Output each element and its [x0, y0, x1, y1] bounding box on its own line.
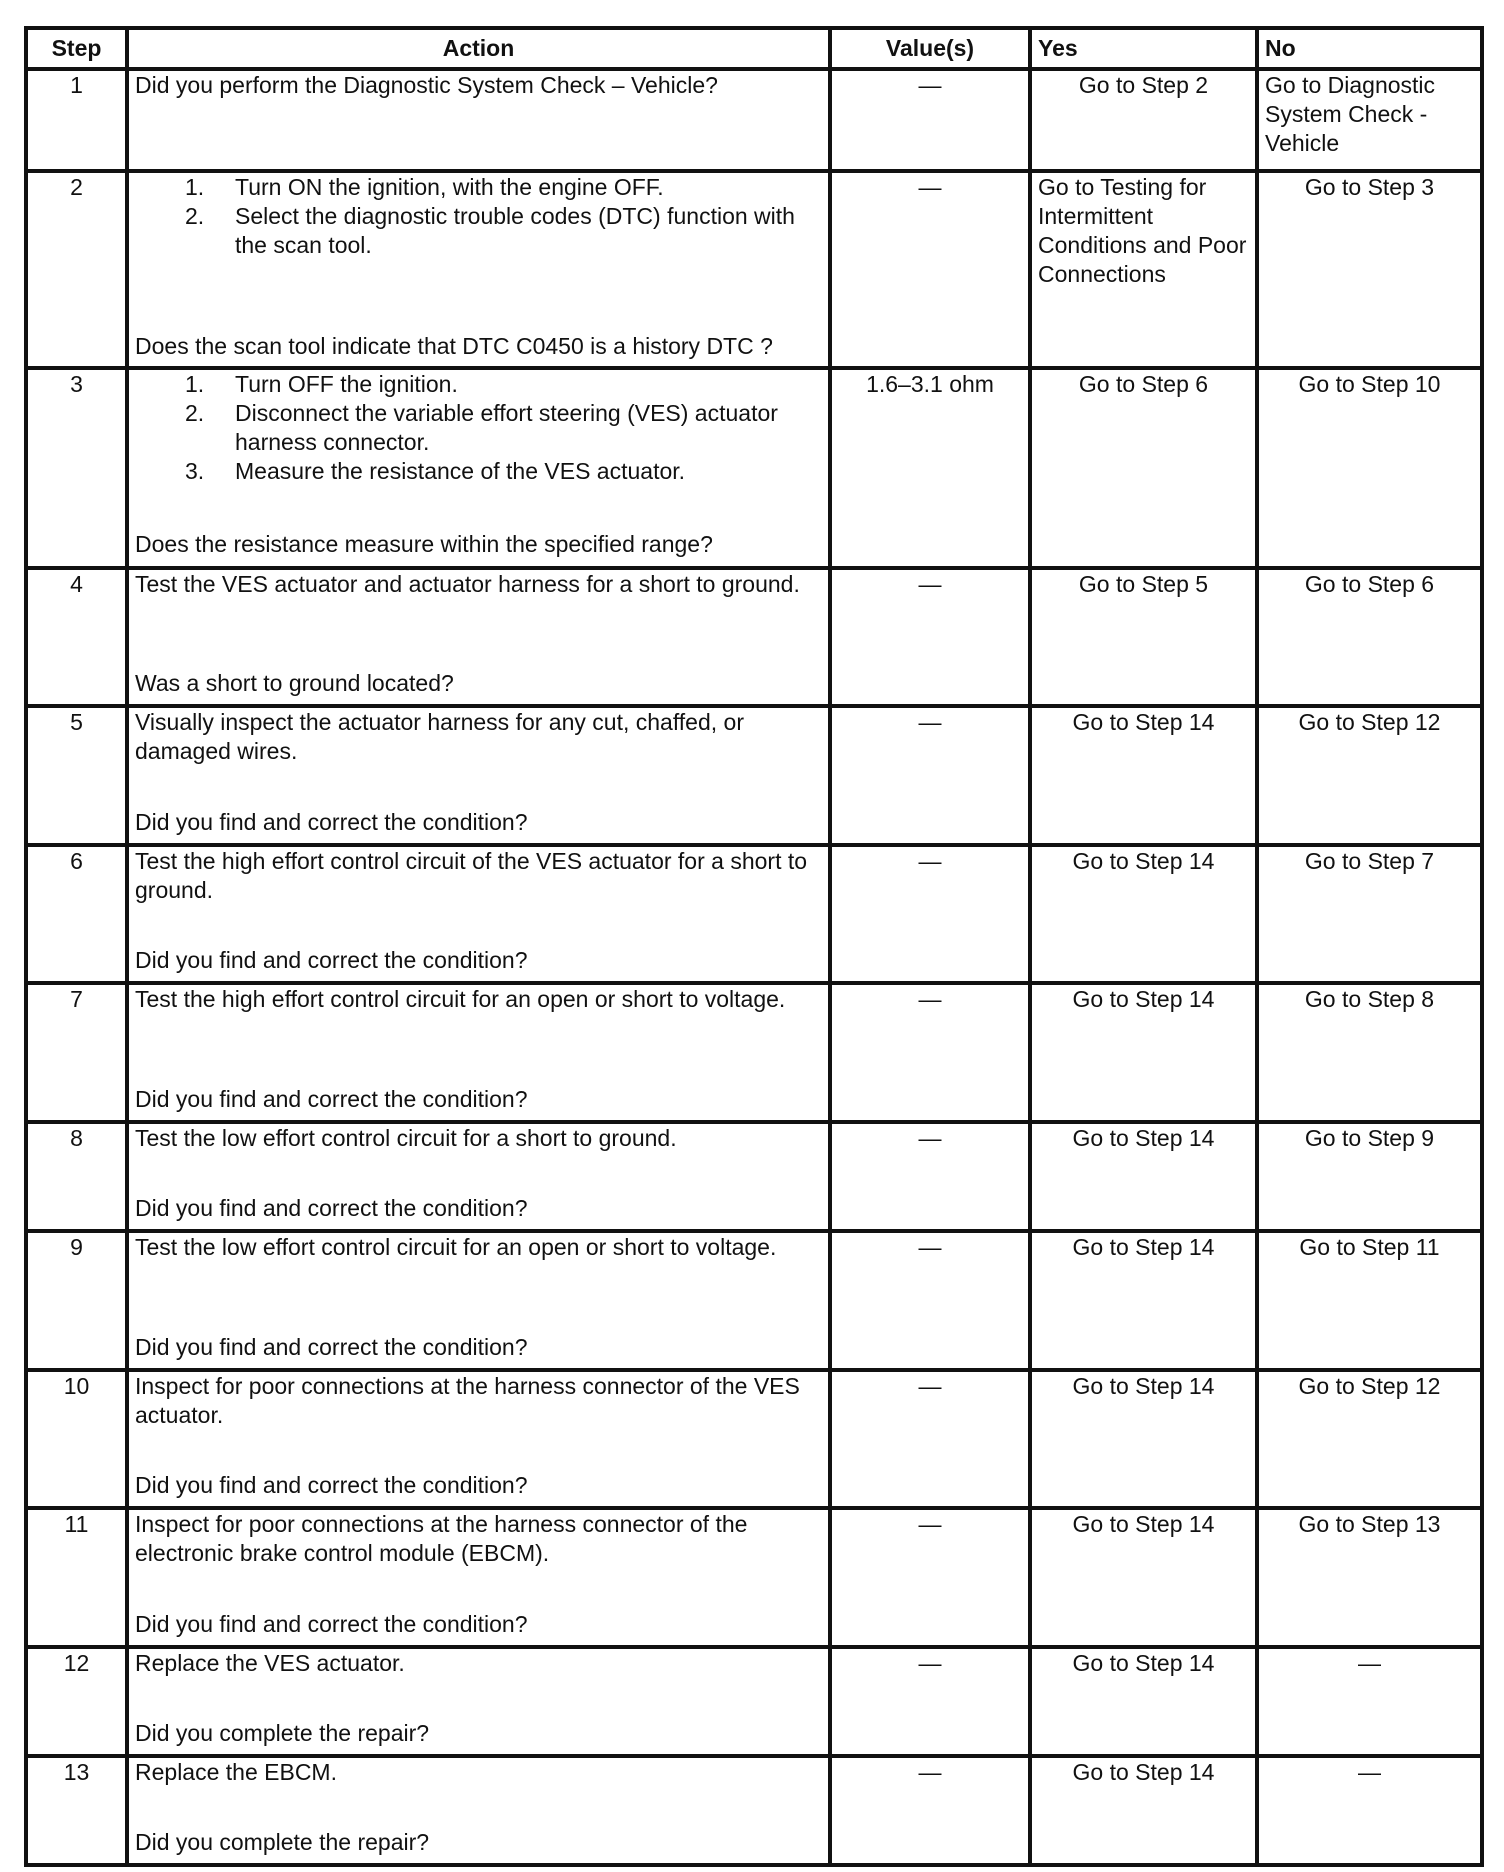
- no-link[interactable]: Go to Diagnostic System Check - Vehicle: [1257, 69, 1482, 171]
- no-link[interactable]: Go to Step 6: [1257, 568, 1482, 706]
- action-cell: [127, 1647, 830, 1756]
- yes-link[interactable]: Go to Step 14: [1030, 1370, 1257, 1508]
- action-question: Did you find and correct the condition?: [135, 1195, 528, 1221]
- header-yes: Yes: [1030, 28, 1257, 69]
- step-number: 5: [26, 706, 127, 845]
- list-item: 1. Turn ON the ignition, with the engine OFF.: [185, 174, 664, 200]
- action-text: Did you perform the Diagnostic System Check – Vehicle?: [127, 69, 830, 171]
- action-cell: [127, 706, 830, 845]
- action-text: Inspect for poor connections at the harness connector of the VES actuator.: [135, 1373, 800, 1428]
- action-cell: [127, 368, 830, 568]
- step-number: 9: [26, 1231, 127, 1370]
- action-cell: [127, 1122, 830, 1231]
- header-action: Action: [127, 28, 830, 69]
- yes-link[interactable]: Go to Step 14: [1030, 983, 1257, 1122]
- step-number: 7: [26, 983, 127, 1122]
- list-item: 1. Turn OFF the ignition.: [185, 371, 458, 397]
- value-cell: 1.6–3.1 ohm: [830, 368, 1030, 568]
- table-row: [26, 171, 1482, 368]
- yes-link[interactable]: Go to Step 6: [1030, 368, 1257, 568]
- yes-link[interactable]: Go to Step 14: [1030, 1122, 1257, 1231]
- table-row: [26, 706, 1482, 845]
- step-number: 10: [26, 1370, 127, 1508]
- action-text: Test the high effort control circuit for an open or short to voltage.: [135, 986, 786, 1012]
- action-question: Did you find and correct the condition?: [135, 809, 528, 835]
- value-cell: —: [830, 568, 1030, 706]
- action-text: Test the low effort control circuit for an open or short to voltage.: [135, 1234, 777, 1260]
- list-item: 2. Disconnect the variable effort steering (VES) actuator harness connector.: [185, 400, 778, 455]
- action-question: Did you find and correct the condition?: [135, 1086, 528, 1112]
- action-question: Did you find and correct the condition?: [135, 947, 528, 973]
- yes-link[interactable]: Go to Testing for Intermittent Conditions and Poor Connections: [1030, 171, 1257, 368]
- value-cell: —: [830, 845, 1030, 983]
- table-row: [26, 1647, 1482, 1756]
- action-question: Did you find and correct the condition?: [135, 1611, 528, 1637]
- action-cell: [127, 1508, 830, 1647]
- table-row: [26, 69, 1482, 171]
- action-text: Test the VES actuator and actuator harness for a short to ground.: [135, 571, 800, 597]
- action-cell: [127, 983, 830, 1122]
- header-row: [26, 28, 1482, 69]
- table-row: [26, 845, 1482, 983]
- action-text: Replace the EBCM.: [135, 1759, 337, 1785]
- action-text: Replace the VES actuator.: [135, 1650, 405, 1676]
- value-cell: —: [830, 1122, 1030, 1231]
- table-row: [26, 1231, 1482, 1370]
- action-cell: [127, 171, 830, 368]
- table-row: [26, 1122, 1482, 1231]
- no-link[interactable]: Go to Step 10: [1257, 368, 1482, 568]
- header-step: Step: [26, 28, 127, 69]
- action-question: Did you find and correct the condition?: [135, 1334, 528, 1360]
- value-cell: —: [830, 1231, 1030, 1370]
- yes-link[interactable]: Go to Step 5: [1030, 568, 1257, 706]
- table-row: [26, 983, 1482, 1122]
- value-cell: —: [830, 1647, 1030, 1756]
- action-cell: [127, 1756, 830, 1865]
- no-cell: —: [1257, 1647, 1482, 1756]
- step-number: 13: [26, 1756, 127, 1865]
- table-row: [26, 568, 1482, 706]
- yes-link[interactable]: Go to Step 14: [1030, 845, 1257, 983]
- no-cell: —: [1257, 1756, 1482, 1865]
- step-number: 1: [26, 69, 127, 171]
- action-text: Test the low effort control circuit for a short to ground.: [135, 1125, 677, 1151]
- yes-link[interactable]: Go to Step 14: [1030, 1756, 1257, 1865]
- action-question: Did you find and correct the condition?: [135, 1472, 528, 1498]
- value-cell: —: [830, 706, 1030, 845]
- step-number: 2: [26, 171, 127, 368]
- action-cell: [127, 845, 830, 983]
- list-item: 2. Select the diagnostic trouble codes (DTC) function with the scan tool.: [185, 203, 795, 258]
- step-number: 6: [26, 845, 127, 983]
- yes-link[interactable]: Go to Step 14: [1030, 706, 1257, 845]
- action-steps: [135, 370, 822, 486]
- no-link[interactable]: Go to Step 7: [1257, 845, 1482, 983]
- action-steps: [135, 173, 822, 260]
- value-cell: —: [830, 1508, 1030, 1647]
- action-text: Visually inspect the actuator harness for any cut, chaffed, or damaged wires.: [135, 709, 744, 764]
- table-row: [26, 1370, 1482, 1508]
- action-question: Does the resistance measure within the specified range?: [135, 531, 713, 557]
- action-question: Did you complete the repair?: [135, 1829, 430, 1855]
- action-cell: [127, 1231, 830, 1370]
- step-number: 11: [26, 1508, 127, 1647]
- step-number: 8: [26, 1122, 127, 1231]
- value-cell: —: [830, 171, 1030, 368]
- value-cell: —: [830, 69, 1030, 171]
- table-row: [26, 1508, 1482, 1647]
- no-link[interactable]: Go to Step 12: [1257, 1370, 1482, 1508]
- yes-link[interactable]: Go to Step 2: [1030, 69, 1257, 171]
- no-link[interactable]: Go to Step 8: [1257, 983, 1482, 1122]
- action-question: Does the scan tool indicate that DTC C0450 is a history DTC ?: [135, 333, 773, 359]
- value-cell: —: [830, 983, 1030, 1122]
- action-question: Did you complete the repair?: [135, 1720, 430, 1746]
- step-number: 3: [26, 368, 127, 568]
- diagnostic-table: [24, 26, 1484, 1867]
- table-row: [26, 368, 1482, 568]
- yes-link[interactable]: Go to Step 14: [1030, 1508, 1257, 1647]
- yes-link[interactable]: Go to Step 14: [1030, 1647, 1257, 1756]
- list-item: 3. Measure the resistance of the VES actuator.: [185, 458, 686, 484]
- no-link[interactable]: Go to Step 3: [1257, 171, 1482, 368]
- table-row: [26, 1756, 1482, 1865]
- no-link[interactable]: Go to Step 9: [1257, 1122, 1482, 1231]
- no-link[interactable]: Go to Step 11: [1257, 1231, 1482, 1370]
- value-cell: —: [830, 1756, 1030, 1865]
- action-question: Was a short to ground located?: [135, 670, 454, 696]
- action-text: Inspect for poor connections at the harness connector of the electronic brake control module (EBCM).: [135, 1511, 748, 1566]
- header-values: Value(s): [830, 28, 1030, 69]
- header-no: No: [1257, 28, 1482, 69]
- no-link[interactable]: Go to Step 12: [1257, 706, 1482, 845]
- step-number: 12: [26, 1647, 127, 1756]
- action-text: Test the high effort control circuit of the VES actuator for a short to ground.: [135, 848, 808, 903]
- step-number: 4: [26, 568, 127, 706]
- action-cell: [127, 568, 830, 706]
- value-cell: —: [830, 1370, 1030, 1508]
- action-cell: [127, 1370, 830, 1508]
- yes-link[interactable]: Go to Step 14: [1030, 1231, 1257, 1370]
- no-link[interactable]: Go to Step 13: [1257, 1508, 1482, 1647]
